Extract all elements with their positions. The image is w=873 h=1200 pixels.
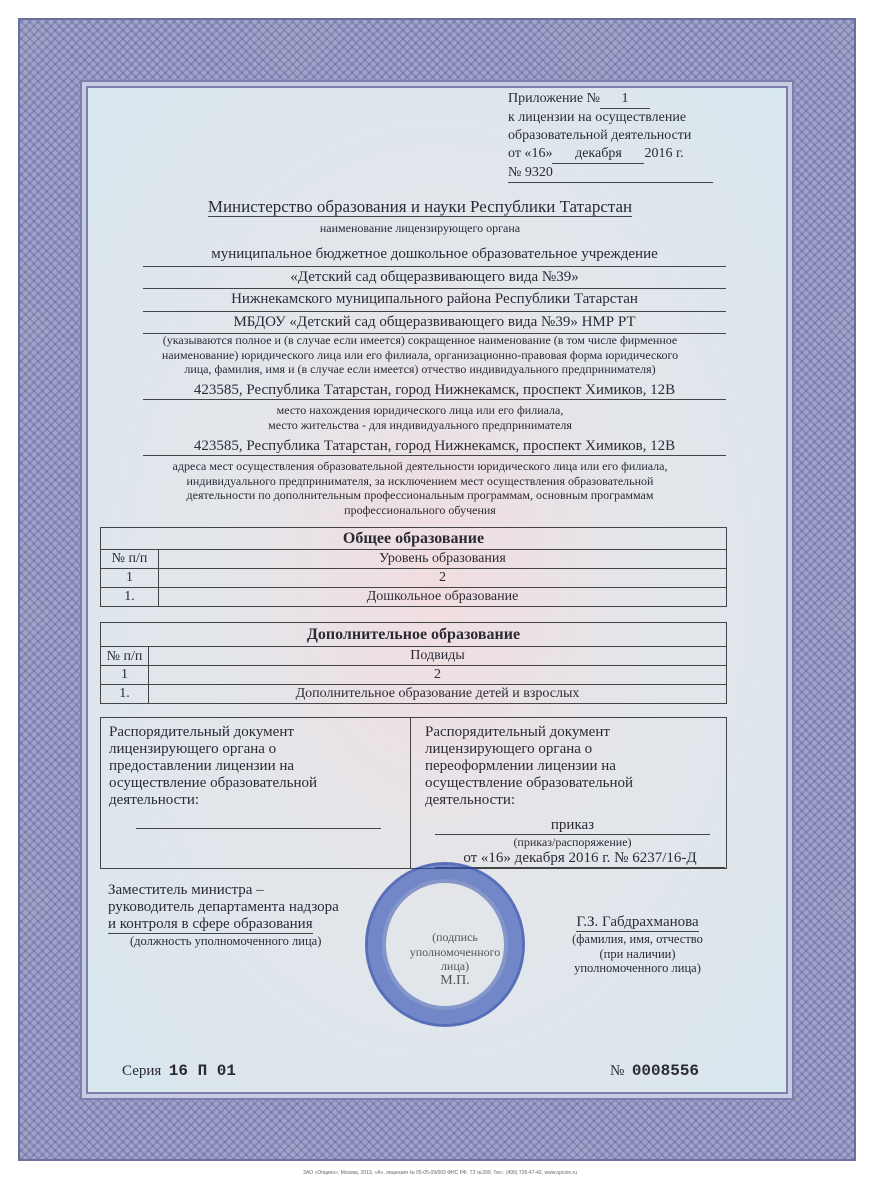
org-line: муниципальное бюджетное дошкольное образовательное учреждение bbox=[143, 244, 726, 267]
table-title: Дополнительное образование bbox=[101, 623, 727, 647]
order-type-caption: (приказ/распоряжение) bbox=[513, 835, 632, 849]
header-cell: № п/п bbox=[101, 550, 159, 569]
header-cell: Уровень образования bbox=[159, 550, 727, 569]
organization-caption: (указываются полное и (в случае если имеется) сокращенное наименование (в том числе фирменное наименование) юридического лица или его филиала, организационно-правовая форма юридического лица, фамилия, имя и (в случае если имеется) отчество индивидуального предпринимателя) bbox=[161, 333, 679, 376]
year: 16 bbox=[658, 146, 673, 161]
quote: » bbox=[545, 146, 553, 161]
appendix-line1: к лицензии на осуществление bbox=[508, 110, 687, 125]
signatory-name: Г.З. Габдрахманова bbox=[576, 914, 699, 930]
activity-address: 423585, Республика Татарстан, город Нижнекамск, проспект Химиков, 12В bbox=[143, 438, 726, 456]
header-cell: Подвиды bbox=[149, 647, 727, 666]
blank-number: № 0008556 bbox=[610, 1062, 700, 1080]
year-prefix: 20 bbox=[644, 146, 659, 161]
location-address: 423585, Республика Татарстан, город Нижнекамск, проспект Химиков, 12В bbox=[143, 382, 726, 400]
year-suffix: г. bbox=[675, 146, 684, 161]
grant-document-box: Распорядительный документ лицензирующего органа о предоставлении лицензии на осуществление образовательной деятельности: bbox=[100, 717, 411, 869]
license-number: 9320 bbox=[524, 165, 553, 180]
day: 16 bbox=[531, 146, 546, 161]
signatory-position: Заместитель министра – руководитель департамента надзора и контроля в сфере образования (должность уполномоченного лица) bbox=[108, 882, 339, 948]
organization-name bbox=[143, 244, 726, 334]
table-title: Общее образование bbox=[101, 528, 727, 550]
appendix-number: 1 bbox=[600, 90, 650, 109]
series-value: 16 П 01 bbox=[168, 1062, 236, 1080]
org-line: «Детский сад общеразвивающего вида №39» bbox=[143, 267, 726, 290]
reissue-document-box: Распорядительный документ лицензирующего органа о переоформлении лицензии на осуществление образовательной деятельности: приказ (приказ/распоряжение) от «16» декабря 2016 г. № 6237/16-Д bbox=[410, 717, 727, 869]
appendix-line2: образовательной деятельности bbox=[508, 128, 692, 143]
org-line: Нижнекамского муниципального района Республики Татарстан bbox=[143, 289, 726, 312]
blank-line bbox=[136, 828, 381, 829]
series: Серия 16 П 01 bbox=[122, 1062, 236, 1080]
appendix-label: Приложение № bbox=[508, 91, 600, 106]
header-cell: № п/п bbox=[101, 647, 149, 666]
month: декабря bbox=[552, 145, 644, 164]
general-education-table: Общее образование № п/п Уровень образования 1 2 1. Дошкольное образование bbox=[100, 527, 727, 607]
org-line: МБДОУ «Детский сад общеразвивающего вида №39» НМР РТ bbox=[143, 312, 726, 335]
location-caption: место нахождения юридического лица или его филиала, место жительства - для индивидуального предпринимателя bbox=[268, 403, 572, 432]
printer-footer: ЗАО «Опцион», Москва, 2013, «А», лицензия № 05-05-09/003 ФНС РФ, ТЗ №399. Тел.: (495) 726-47-42, www.opcion.ru bbox=[303, 1170, 577, 1176]
blank-number-value: 0008556 bbox=[631, 1062, 700, 1080]
table-row: 1. Дошкольное образование bbox=[101, 588, 727, 607]
table-row: 1. Дополнительное образование детей и взрослых bbox=[101, 685, 727, 704]
activity-caption: адреса мест осуществления образовательной деятельности юридического лица или его филиала, индивидуального предпринимателя, за исключением мест осуществления образовательной деятельности по дополнительным профессиональным программам, основным программам профессионального обучения bbox=[172, 459, 668, 517]
from-label: от « bbox=[508, 146, 532, 161]
no-label: № bbox=[508, 165, 522, 180]
signature-caption: (подпись уполномоченного лица) М.П. bbox=[409, 930, 501, 988]
order-date-number: от «16» декабря 2016 г. № 6237/16-Д bbox=[435, 850, 725, 868]
order-type: приказ bbox=[435, 817, 710, 835]
authority-name: Министерство образования и науки Республики Татарстан bbox=[207, 197, 633, 216]
authority-caption: наименование лицензирующего органа bbox=[319, 221, 521, 235]
appendix-block bbox=[508, 90, 743, 183]
additional-education-table: Дополнительное образование № п/п Подвиды 1 2 1. Дополнительное образование детей и взрослых bbox=[100, 622, 727, 704]
signatory-name-block: Г.З. Габдрахманова (фамилия, имя, отчество (при наличии) уполномоченного лица) bbox=[572, 914, 703, 975]
